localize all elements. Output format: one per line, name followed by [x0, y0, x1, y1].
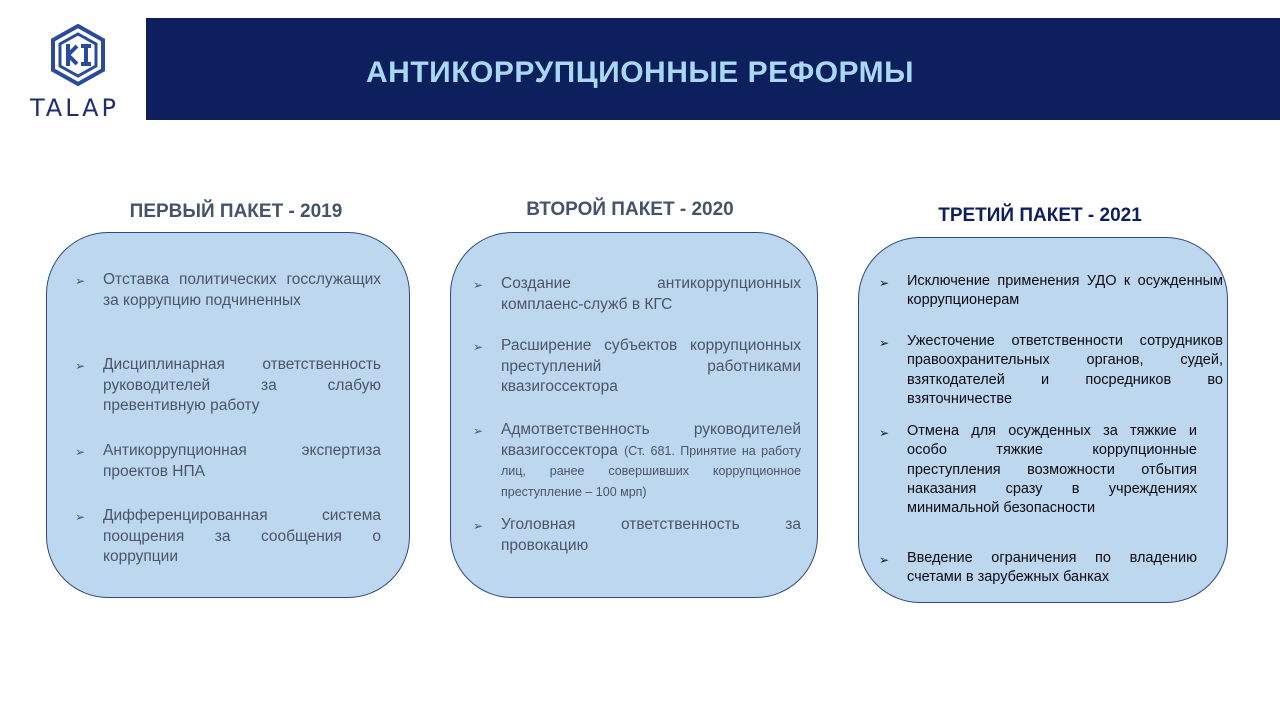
arrow-bullet-icon: ➢: [75, 274, 86, 288]
header-bar: [146, 18, 1280, 120]
package-3-heading: ТРЕТИЙ ПАКЕТ - 2021: [938, 205, 1142, 226]
list-item: ➢ Ужесточение ответственности сотрудников правоохранительных органов, судей, взяткодателей и посредников во взяточничестве: [879, 333, 1223, 407]
arrow-bullet-icon: ➢: [879, 336, 890, 350]
list-item: ➢ Отставка политических госслужащих за коррупцию подчиненных: [75, 271, 381, 309]
list-item: ➢ Введение ограничения по владению счетами в зарубежных банках: [879, 550, 1197, 586]
list-item: ➢ Дисциплинарная ответственность руководителей за слабую превентивную работу: [75, 356, 381, 414]
list-item: ➢ Исключение применения УДО к осужденным коррупционерам: [879, 273, 1223, 309]
talap-hexagon-logo-icon: [50, 24, 106, 88]
list-item: ➢ Расширение субъектов коррупционных преступлений работниками квазигоссектора: [473, 337, 801, 395]
list-item: ➢ Уголовная ответственность за провокацию: [473, 516, 801, 554]
arrow-bullet-icon: ➢: [473, 340, 484, 354]
arrow-bullet-icon: ➢: [473, 424, 484, 438]
arrow-bullet-icon: ➢: [75, 359, 86, 373]
package-3-box: [858, 237, 1228, 603]
arrow-bullet-icon: ➢: [473, 278, 484, 292]
arrow-bullet-icon: ➢: [75, 510, 86, 524]
arrow-bullet-icon: ➢: [879, 426, 890, 440]
package-2-heading: ВТОРОЙ ПАКЕТ - 2020: [526, 199, 734, 220]
package-1-heading: ПЕРВЫЙ ПАКЕТ - 2019: [129, 201, 343, 222]
list-item: ➢ Дифференцированная система поощрения за сообщения о коррупции: [75, 507, 381, 565]
arrow-bullet-icon: ➢: [879, 276, 890, 290]
list-item: ➢ Отмена для осужденных за тяжкие и особо тяжкие коррупционные преступления возможности отбытия наказания сразу в учреждениях минимальной безопасности: [879, 423, 1197, 517]
arrow-bullet-icon: ➢: [473, 519, 484, 533]
package-2-box: [450, 232, 818, 598]
package-1-box: [46, 232, 410, 598]
list-item: ➢ Адмответственность руководителей квазигоссектора (Ст. 681. Принятие на работу лиц, ранее совершивших коррупционное преступление – 100 мрп): [473, 421, 802, 499]
arrow-bullet-icon: ➢: [879, 553, 890, 567]
logo-text: TALAP: [30, 94, 120, 122]
arrow-bullet-icon: ➢: [75, 445, 86, 459]
page-title: АНТИКОРРУПЦИОННЫЕ РЕФОРМЫ: [366, 56, 915, 89]
list-item: ➢ Антикоррупционная экспертиза проектов НПА: [75, 442, 381, 480]
legal-note: (Ст. 681. Принятие на работу лиц, ранее совершивших коррупционное преступление – 100 мрп): [501, 443, 802, 499]
talap-logo: [22, 24, 134, 124]
list-item: ➢ Создание антикоррупционных комплаенс-служб в КГС: [473, 275, 801, 313]
